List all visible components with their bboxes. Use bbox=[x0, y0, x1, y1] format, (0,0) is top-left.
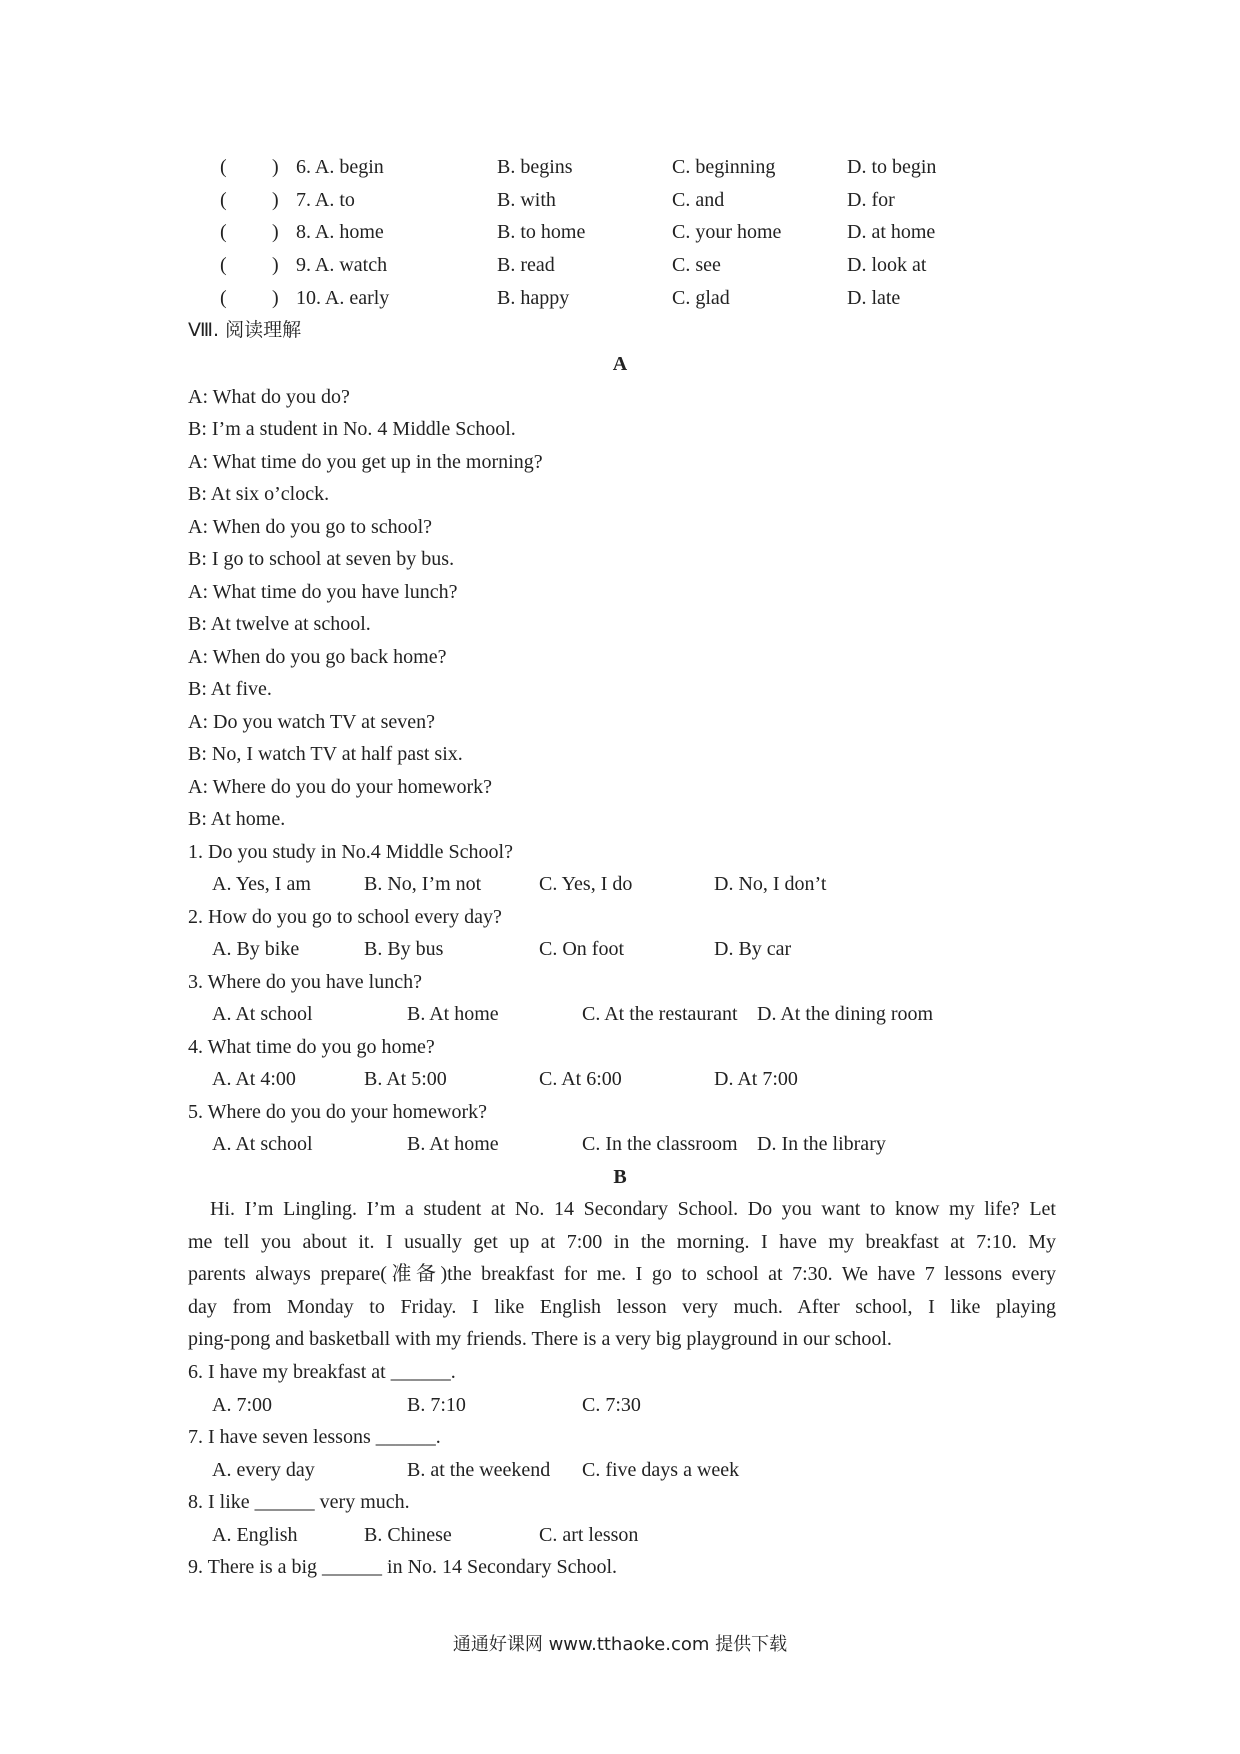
option-d: D. to begin bbox=[847, 156, 937, 178]
question-text: 7. I have seven lessons ______. bbox=[188, 1426, 441, 1448]
question-text: 9. There is a big ______ in No. 14 Secondary School. bbox=[188, 1556, 618, 1578]
option-a: A. English bbox=[212, 1524, 298, 1546]
option-a: A. Yes, I am bbox=[212, 873, 311, 895]
option-a: A. every day bbox=[212, 1459, 315, 1481]
option-b: B. at the weekend bbox=[407, 1459, 551, 1481]
option-c: C. and bbox=[672, 189, 725, 211]
page-footer: 通通好课网 www.tthaoke.com 提供下载 bbox=[452, 1634, 788, 1655]
option-c: C. see bbox=[672, 254, 721, 276]
passage-b-label: B bbox=[613, 1166, 627, 1188]
option-c: C. At 6:00 bbox=[539, 1068, 622, 1090]
option-c: C. On foot bbox=[539, 938, 624, 960]
answer-paren-open: ( bbox=[220, 189, 227, 211]
dialogue-line: A: When do you go to school? bbox=[188, 516, 433, 538]
option-d: D. At the dining room bbox=[757, 1003, 934, 1025]
question-text: 4. What time do you go home? bbox=[188, 1036, 435, 1058]
cloze-option-row bbox=[220, 286, 1020, 310]
option-a: 6. A. begin bbox=[296, 156, 384, 178]
dialogue-line: A: Do you watch TV at seven? bbox=[188, 711, 435, 733]
dialogue-line: A: What time do you get up in the morning? bbox=[188, 451, 543, 473]
option-b: B. At home bbox=[407, 1003, 499, 1025]
answer-paren-open: ( bbox=[220, 254, 227, 276]
section-title: Ⅷ. 阅读理解 bbox=[188, 319, 302, 341]
option-d: D. By car bbox=[714, 938, 792, 960]
option-b: B. to home bbox=[497, 221, 586, 243]
option-d: D. at home bbox=[847, 221, 936, 243]
option-a: A. At school bbox=[212, 1003, 313, 1025]
cloze-option-row bbox=[220, 155, 1020, 179]
answer-paren-close: ) bbox=[272, 189, 279, 211]
question-text: 3. Where do you have lunch? bbox=[188, 971, 422, 993]
option-a: 7. A. to bbox=[296, 189, 355, 211]
option-a: A. At 4:00 bbox=[212, 1068, 296, 1090]
dialogue-line: B: I go to school at seven by bus. bbox=[188, 548, 455, 570]
option-c: C. beginning bbox=[672, 156, 776, 178]
answer-paren-open: ( bbox=[220, 156, 227, 178]
cloze-option-row bbox=[220, 188, 1020, 212]
answer-paren-open: ( bbox=[220, 221, 227, 243]
dialogue-line: B: I’m a student in No. 4 Middle School. bbox=[188, 418, 516, 440]
answer-paren-open: ( bbox=[220, 287, 227, 309]
option-d: D. for bbox=[847, 189, 895, 211]
dialogue-line: A: What do you do? bbox=[188, 386, 350, 408]
option-c: C. your home bbox=[672, 221, 782, 243]
option-c: C. five days a week bbox=[582, 1459, 740, 1481]
option-b: B. No, I’m not bbox=[364, 873, 482, 895]
option-b: B. At home bbox=[407, 1133, 499, 1155]
option-b: B. Chinese bbox=[364, 1524, 452, 1546]
paragraph-line: Hi. I’m Lingling. I’m a student at No. 14 Secondary School. Do you want to know my life? Let bbox=[210, 1198, 1056, 1220]
option-d: D. late bbox=[847, 287, 901, 309]
option-d: D. No, I don’t bbox=[714, 873, 827, 895]
question-text: 2. How do you go to school every day? bbox=[188, 906, 502, 928]
question-text: 1. Do you study in No.4 Middle School? bbox=[188, 841, 513, 863]
option-a: 8. A. home bbox=[296, 221, 384, 243]
paragraph-line: parents always prepare(准备)the breakfast for me. I go to school at 7:30. We have 7 lessons every bbox=[188, 1263, 1056, 1286]
dialogue-line: B: At twelve at school. bbox=[188, 613, 371, 635]
dialogue-line: A: What time do you have lunch? bbox=[188, 581, 458, 603]
answer-paren-close: ) bbox=[272, 254, 279, 276]
cloze-option-row bbox=[220, 253, 1020, 277]
cloze-option-row bbox=[220, 220, 1020, 244]
option-b: B. 7:10 bbox=[407, 1394, 466, 1416]
option-c: C. glad bbox=[672, 287, 730, 309]
option-c: C. At the restaurant bbox=[582, 1003, 738, 1025]
question-text: 6. I have my breakfast at ______. bbox=[188, 1361, 456, 1383]
option-c: C. Yes, I do bbox=[539, 873, 633, 895]
option-b: B. happy bbox=[497, 287, 570, 309]
answer-paren-close: ) bbox=[272, 156, 279, 178]
passage-a-label: A bbox=[612, 353, 628, 375]
option-a: 9. A. watch bbox=[296, 254, 388, 276]
option-a: A. 7:00 bbox=[212, 1394, 272, 1416]
option-c: C. In the classroom bbox=[582, 1133, 738, 1155]
option-b: B. By bus bbox=[364, 938, 444, 960]
option-a: A. At school bbox=[212, 1133, 313, 1155]
option-c: C. art lesson bbox=[539, 1524, 639, 1546]
question-text: 8. I like ______ very much. bbox=[188, 1491, 410, 1513]
dialogue-line: B: At five. bbox=[188, 678, 272, 700]
option-b: B. with bbox=[497, 189, 556, 211]
option-c: C. 7:30 bbox=[582, 1394, 641, 1416]
option-d: D. At 7:00 bbox=[714, 1068, 798, 1090]
dialogue-line: A: Where do you do your homework? bbox=[188, 776, 493, 798]
dialogue-line: A: When do you go back home? bbox=[188, 646, 447, 668]
option-b: B. At 5:00 bbox=[364, 1068, 447, 1090]
answer-paren-close: ) bbox=[272, 287, 279, 309]
dialogue-line: B: At home. bbox=[188, 808, 286, 830]
paragraph-line: day from Monday to Friday. I like English lesson very much. After school, I like playing bbox=[188, 1295, 1056, 1318]
option-d: D. look at bbox=[847, 254, 927, 276]
question-text: 5. Where do you do your homework? bbox=[188, 1101, 488, 1123]
option-b: B. begins bbox=[497, 156, 573, 178]
option-a: A. By bike bbox=[212, 938, 300, 960]
option-a: 10. A. early bbox=[296, 287, 390, 309]
option-d: D. In the library bbox=[757, 1133, 886, 1155]
answer-paren-close: ) bbox=[272, 221, 279, 243]
option-b: B. read bbox=[497, 254, 555, 276]
dialogue-line: B: At six o’clock. bbox=[188, 483, 330, 505]
passage-b-text bbox=[188, 1193, 1056, 1356]
paragraph-line: ping-pong and basketball with my friends. There is a very big playground in our school. bbox=[188, 1328, 892, 1351]
paragraph-line: me tell you about it. I usually get up at 7:00 in the morning. I have my breakfast at 7:10. My bbox=[188, 1230, 1056, 1253]
dialogue-line: B: No, I watch TV at half past six. bbox=[188, 743, 463, 765]
